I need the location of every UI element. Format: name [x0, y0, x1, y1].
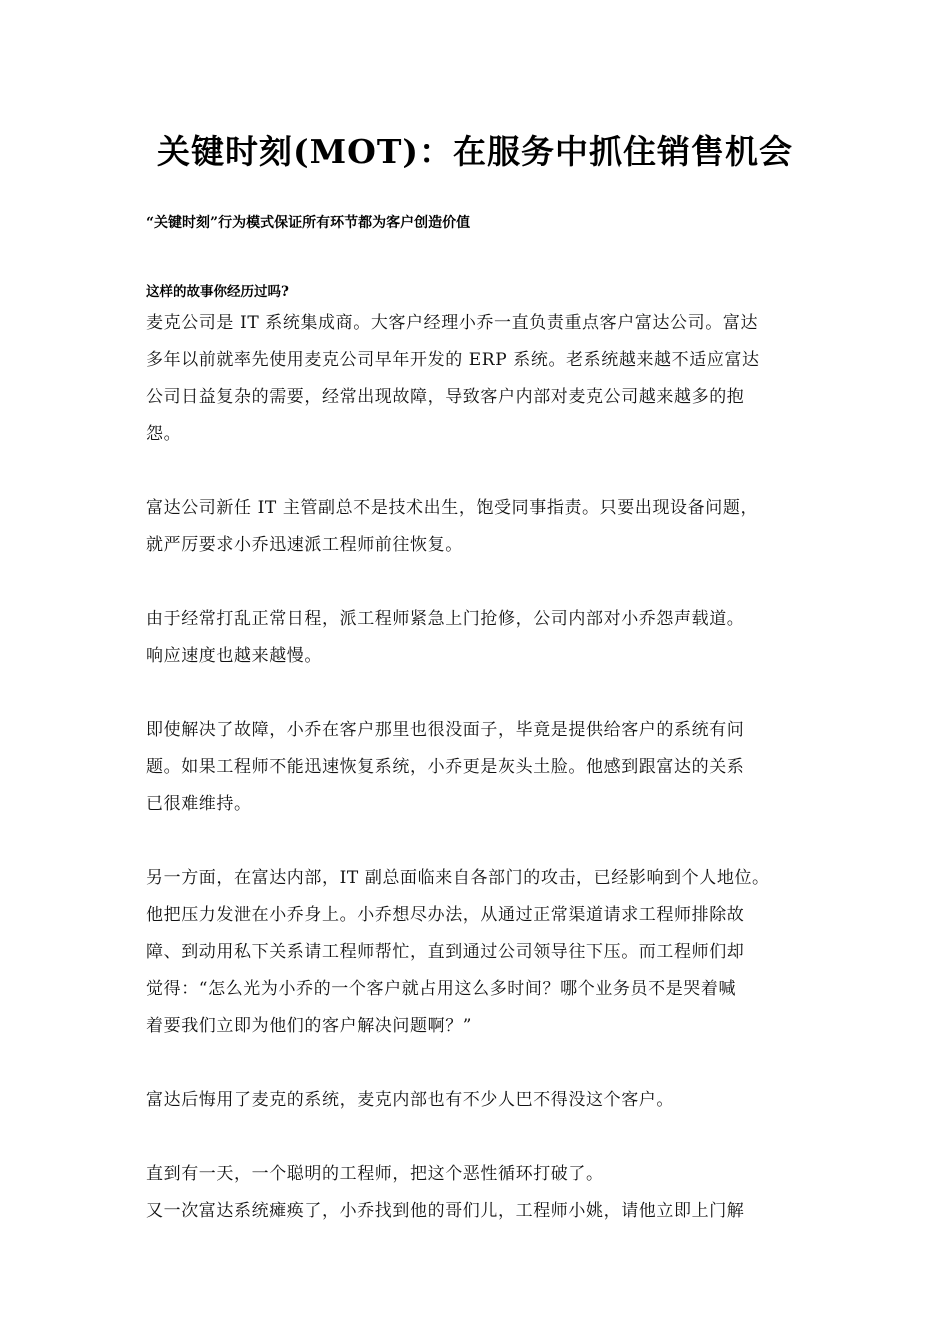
document-title: 关键时刻(MOT)：在服务中抓住销售机会 — [156, 132, 794, 171]
paragraph — [146, 490, 816, 564]
paragraph-line: 响应速度也越来越慢。 — [146, 646, 322, 666]
paragraph-line: 多年以前就率先使用麦克公司早年开发的 ERP 系统。老系统越来越不适应富达 — [146, 350, 760, 370]
paragraph-line: 富达公司新任 IT 主管副总不是技术出生，饱受同事指责。只要出现设备问题， — [146, 498, 759, 518]
paragraph-line: 又一次富达系统瘫痪了，小乔找到他的哥们儿，工程师小姚，请他立即上门解 — [146, 1201, 745, 1221]
paragraph-gap — [146, 823, 816, 860]
paragraph-line: 即使解决了故障，小乔在客户那里也很没面子，毕竟是提供给客户的系统有问 — [146, 720, 745, 740]
paragraph — [146, 860, 816, 1045]
paragraph-line: 另一方面，在富达内部，IT 副总面临来自各部门的攻击，已经影响到个人地位。 — [146, 868, 770, 888]
paragraph-line: 着要我们立即为他们的客户解决问题啊？” — [146, 1016, 473, 1036]
paragraph-line: 题。如果工程师不能迅速恢复系统，小乔更是灰头土脸。他感到跟富达的关系 — [146, 757, 745, 777]
paragraph-gap — [146, 1119, 816, 1156]
paragraph-line: 公司日益复杂的需要，经常出现故障，导致客户内部对麦克公司越来越多的抱 — [146, 387, 745, 407]
paragraph-line: 他把压力发泄在小乔身上。小乔想尽办法，从通过正常渠道请求工程师排除故 — [146, 905, 745, 925]
paragraph — [146, 305, 816, 453]
paragraph — [146, 1156, 816, 1230]
paragraph-line: 直到有一天，一个聪明的工程师，把这个恶性循环打破了。 — [146, 1164, 604, 1184]
paragraph-line: 就严厉要求小乔迅速派工程师前往恢复。 — [146, 535, 463, 555]
paragraph-gap — [146, 675, 816, 712]
paragraph-gap — [146, 564, 816, 601]
paragraph-line: 觉得：“怎么光为小乔的一个客户就占用这么多时间？哪个业务员不是哭着喊 — [146, 979, 737, 999]
paragraph-gap — [146, 453, 816, 490]
paragraph — [146, 712, 816, 823]
document-subtitle: “关键时刻”行为模式保证所有环节都为客户创造价值 — [146, 215, 471, 231]
paragraph-line: 怨。 — [146, 424, 182, 444]
paragraph-line: 麦克公司是 IT 系统集成商。大客户经理小乔一直负责重点客户富达公司。富达 — [146, 313, 759, 333]
paragraph — [146, 601, 816, 675]
paragraph — [146, 1082, 816, 1119]
paragraph-line: 已很难维持。 — [146, 794, 252, 814]
paragraph-gap — [146, 1045, 816, 1082]
paragraph-line: 障、到动用私下关系请工程师帮忙，直到通过公司领导往下压。而工程师们却 — [146, 942, 745, 962]
paragraph-line: 由于经常打乱正常日程，派工程师紧急上门抢修，公司内部对小乔怨声载道。 — [146, 609, 745, 629]
section-question: 这样的故事你经历过吗? — [146, 284, 289, 300]
document-body — [146, 279, 816, 1230]
paragraph-line: 富达后悔用了麦克的系统，麦克内部也有不少人巴不得没这个客户。 — [146, 1090, 674, 1110]
